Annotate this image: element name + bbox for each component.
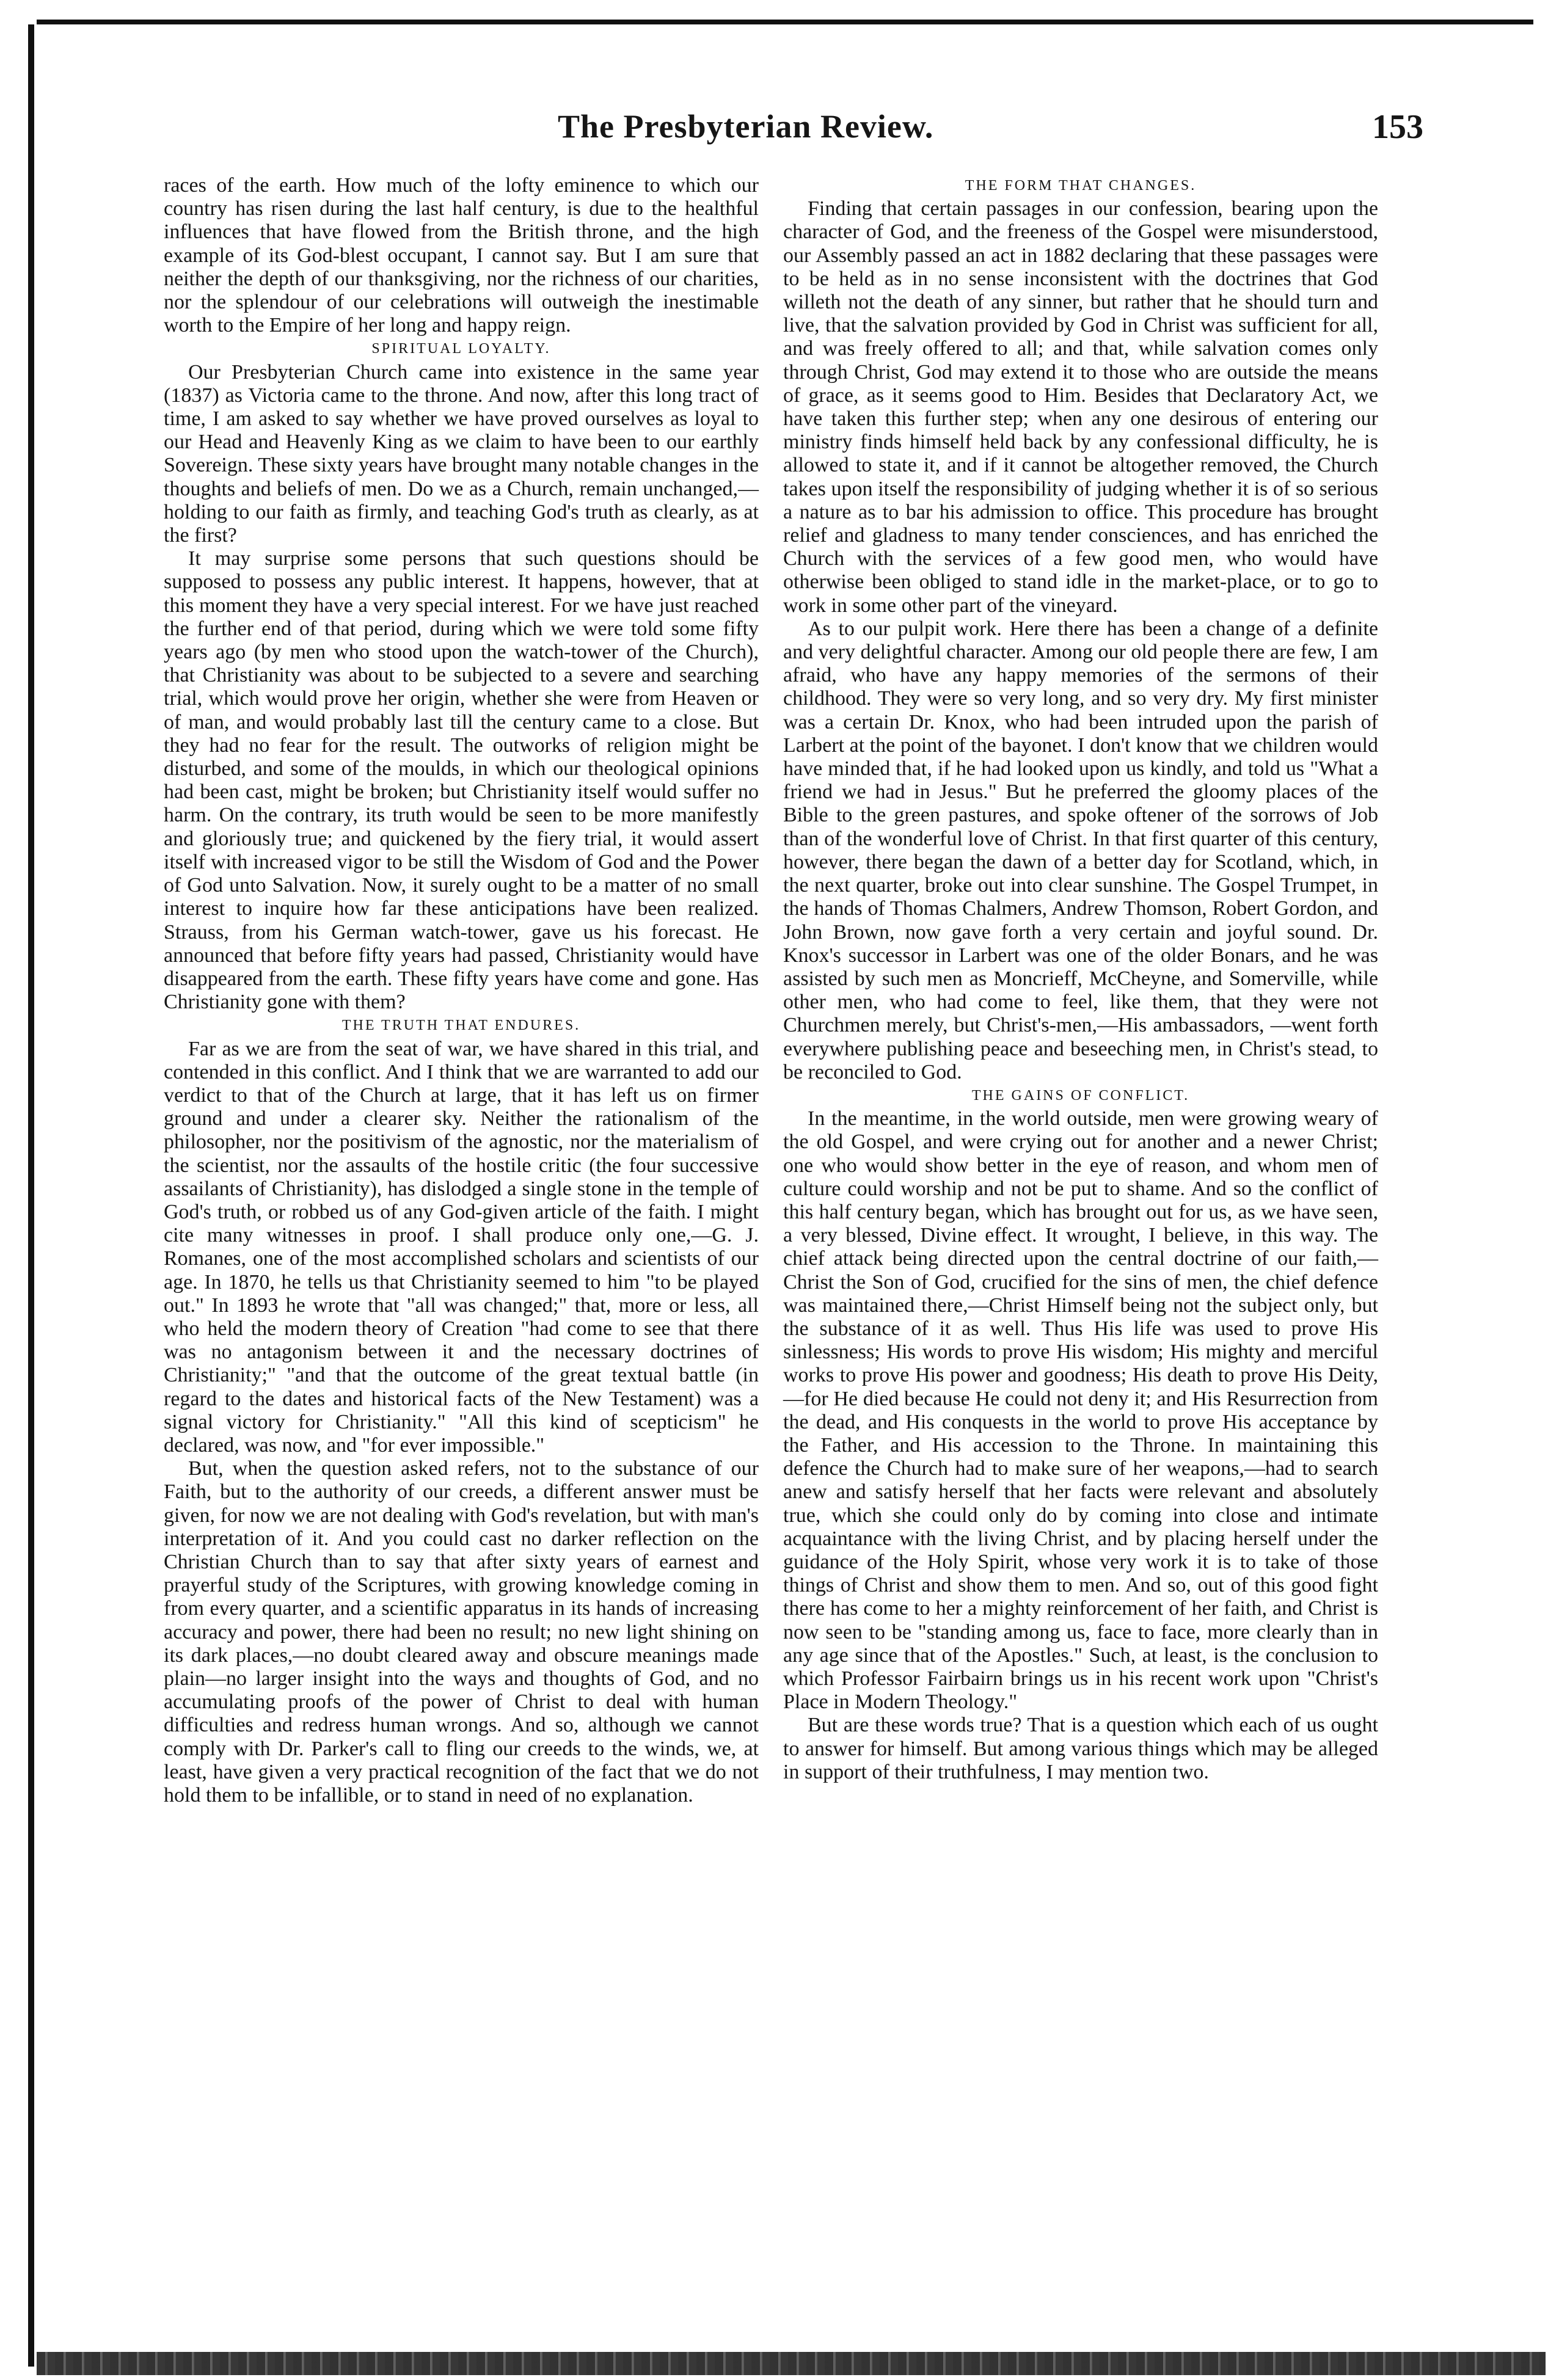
paragraph: As to our pulpit work. Here there has been a change of a definite and very delightful character. Among our old people there are few, I am afraid, who have any happy memories of the sermons of their childhood. They were so very long, and so very dry. My first minister was a certain Dr. Knox, who had been intruded upon the parish of Larbert at the point of the bayonet. I don't know that we children would have minded that, if he had looked upon us kindly, and told us "What a friend we had in Jesus." But he preferred the gloomy places of the Bible to the green pastures, and spoke oftener of the sorrows of Job than of the wonderful love of Christ. In that first quarter of this century, however, there began the dawn of a better day for Scotland, which, in the next quarter, broke out into clear sunshine. The Gospel Trumpet, in the hands of Thomas Chalmers, Andrew Thomson, Robert Gordon, and John Brown, now gave forth a very certain and joyful sound. Dr. Knox's successor in Larbert was one of the older Bonars, and he was assisted by such men as Moncrieff, McCheyne, and Somerville, while other men, who had come to feel, like them, that they were not Churchmen merely, but Christ's-men,—His ambassadors, —went forth everywhere publishing peace and beseeching men, in Christ's stead, to be reconciled to God. xyxy=(783,617,1378,1083)
page-number: 153 xyxy=(1372,108,1423,146)
paragraph: But, when the question asked refers, not to the substance of our Faith, but to the authority of our creeds, a different answer must be given, for now we are not dealing with God's revelation, but with man's interpretation of it. And you could cast no darker reflection on the Christian Church than to say that after sixty years of earnest and prayerful study of the Scriptures, with growing knowledge coming in from every quarter, and a scientific apparatus in its hands of increasing accuracy and power, there had been no result; no new light shining on its dark places,—no doubt cleared away and obscure meanings made plain—no larger insight into the ways and thoughts of God, and no accumulating proofs of the power of Christ to deal with human difficulties and redress human wrongs. And so, although we cannot comply with Dr. Parker's call to fling our creeds to the winds, we, at least, have given a very practical recognition of the fact that we do not hold them to be infallible, or to stand in need of no explanation. xyxy=(164,1457,759,1807)
paragraph: Our Presbyterian Church came into existence in the same year (1837) as Victoria came to the throne. And now, after this long tract of time, I am asked to say whether we have proved ourselves as loyal to our Head and Heavenly King as we claim to have been to our earthly Sovereign. These sixty years have brought many notable changes in the thoughts and beliefs of men. Do we as a Church, remain unchanged,—holding to our faith as firmly, and teaching God's truth as clearly, as at the first? xyxy=(164,360,759,547)
left-page-edge xyxy=(28,24,34,2367)
paragraph: Far as we are from the seat of war, we have shared in this trial, and contended in this conflict. And I think that we are warranted to add our verdict to that of the Church at large, that it has left us on firmer ground and under a clearer sky. Neither the rationalism of the philosopher, nor the positivism of the agnostic, nor the materialism of the scientist, nor the assaults of the hostile critic (the four successive assailants of Christianity), has dislodged a single stone in the temple of God's truth, or robbed us of any God-given article of the faith. I might cite many witnesses in proof. I shall produce only one,—G. J. Romanes, one of the most accomplished scholars and scientists of our age. In 1870, he tells us that Christianity seemed to him "to be played out." In 1893 he wrote that "all was changed;" that, more or less, all who held the modern theory of Creation "had come to see that there was no antagonism between it and the necessary doctrines of Christianity;" "and that the outcome of the great textual battle (in regard to the dates and historical facts of the New Testament) was a signal victory for Christianity." "All this kind of scepticism" he declared, was now, and "for ever impossible." xyxy=(164,1037,759,1457)
bottom-scan-band xyxy=(37,2352,1546,2375)
paragraph: Finding that certain passages in our confession, bearing upon the character of God, and the freeness of the Gospel were misunderstood, our Assembly passed an act in 1882 declaring that these passages were to be held as in no sense inconsistent with the doctrines that God willeth not the death of any sinner, but rather that he should turn and live, that the salvation provided by God in Christ was sufficient for all, and was freely offered to all; and that, while salvation comes only through Christ, God may extend it to those who are outside the means of grace, as it seems good to Him. Besides that Declaratory Act, we have taken this further step; when any one desirous of entering our ministry finds himself held back by any confessional difficulty, he is allowed to state it, and if it cannot be altogether removed, the Church takes upon itself the responsibility of judging whether it is of so serious a nature as to bar his admission to office. This procedure has brought relief and gladness to many tender consciences, and has enriched the Church with the services of a few good men, who would have otherwise been obliged to stand idle in the market-place, or to go to work in some other part of the vineyard. xyxy=(783,197,1378,617)
section-heading-form-that-changes: THE FORM THAT CHANGES. xyxy=(965,178,1197,194)
right-column xyxy=(783,174,1378,1784)
section-heading-gains-of-conflict: THE GAINS OF CONFLICT. xyxy=(971,1087,1190,1104)
paragraph: races of the earth. How much of the lofty eminence to which our country has risen during the last half century, is due to the healthful influences that have flowed from the British throne, and the high example of its God-blest occupant, I cannot say. But I am sure that neither the depth of our thanksgiving, nor the richness of our charities, nor the splendour of our celebrations will outweigh the inestimable worth to the Empire of her long and happy reign. xyxy=(164,174,759,337)
paragraph: It may surprise some persons that such questions should be supposed to possess any public interest. It happens, however, that at this moment they have a very special interest. For we have just reached the further end of that period, during which we were told some fifty years ago (by men who stood upon the watch-tower of the Church), that Christianity was about to be subjected to a severe and searching trial, which would prove her origin, whether she were from Heaven or of man, and would probably last till the century came to a close. But they had no fear for the result. The outworks of religion might be disturbed, and some of the moulds, in which our theological opinions had been cast, might be broken; but Christianity itself would suffer no harm. On the contrary, its truth would be seen to be more manifestly and gloriously true; and quickened by the fiery trial, it would assert itself with increased vigor to be still the Wisdom of God and the Power of God unto Salvation. Now, it surely ought to be a matter of no small interest to inquire how far these anticipations have been realized. Strauss, from his German watch-tower, gave us his forecast. He announced that before fifty years had passed, Christianity would have disappeared from the earth. These fifty years have come and gone. Has Christianity gone with them? xyxy=(164,547,759,1014)
section-heading-spiritual-loyalty: SPIRITUAL LOYALTY. xyxy=(371,341,551,357)
running-title: The Presbyterian Review. xyxy=(558,108,934,145)
paragraph: But are these words true? That is a question which each of us ought to answer for himself. But among various things which may be alleged in support of their truthfulness, I may mention two. xyxy=(783,1714,1378,1783)
left-column xyxy=(164,174,759,1807)
top-border-rule xyxy=(37,20,1533,24)
paragraph: In the meantime, in the world outside, men were growing weary of the old Gospel, and were crying out for another and a newer Christ; one who would show better in the eye of reason, and whom men of culture could worship and not be put to shame. And so the conflict of this half century began, which has brought out for us, as we have seen, a very blessed, Divine effect. It wrought, I believe, in this way. The chief attack being directed upon the central doctrine of our faith,—Christ the Son of God, crucified for the sins of men, the chief defence was maintained there,—Christ Himself being not the subject only, but the substance of it as well. Thus His life was used to prove His sinlessness; His words to prove His wisdom; His mighty and merciful works to prove His power and goodness; His death to prove His Deity,—for He died because He could not deny it; and His Resurrection from the dead, and His conquests in the world to prove His acceptance by the Father, and His accession to the Throne. In maintaining this defence the Church had to make sure of her weapons,—had to search anew and satisfy herself that her facts were relevant and absolutely true, which she could only do by coming into close and intimate acquaintance with the living Christ, and by placing herself under the guidance of the Holy Spirit, whose very work it is to take of those things of Christ and show them to men. And so, out of this good fight there has come to her a mighty reinforcement of her faith, and Christ is now seen to be "standing among us, face to face, more clearly than in any age since that of the Apostles." Such, at least, is the conclusion to which Professor Fairbairn brings us in his recent work upon "Christ's Place in Modern Theology." xyxy=(783,1107,1378,1714)
section-heading-truth-that-endures: THE TRUTH THAT ENDURES. xyxy=(341,1017,581,1034)
page-header xyxy=(164,107,1423,156)
